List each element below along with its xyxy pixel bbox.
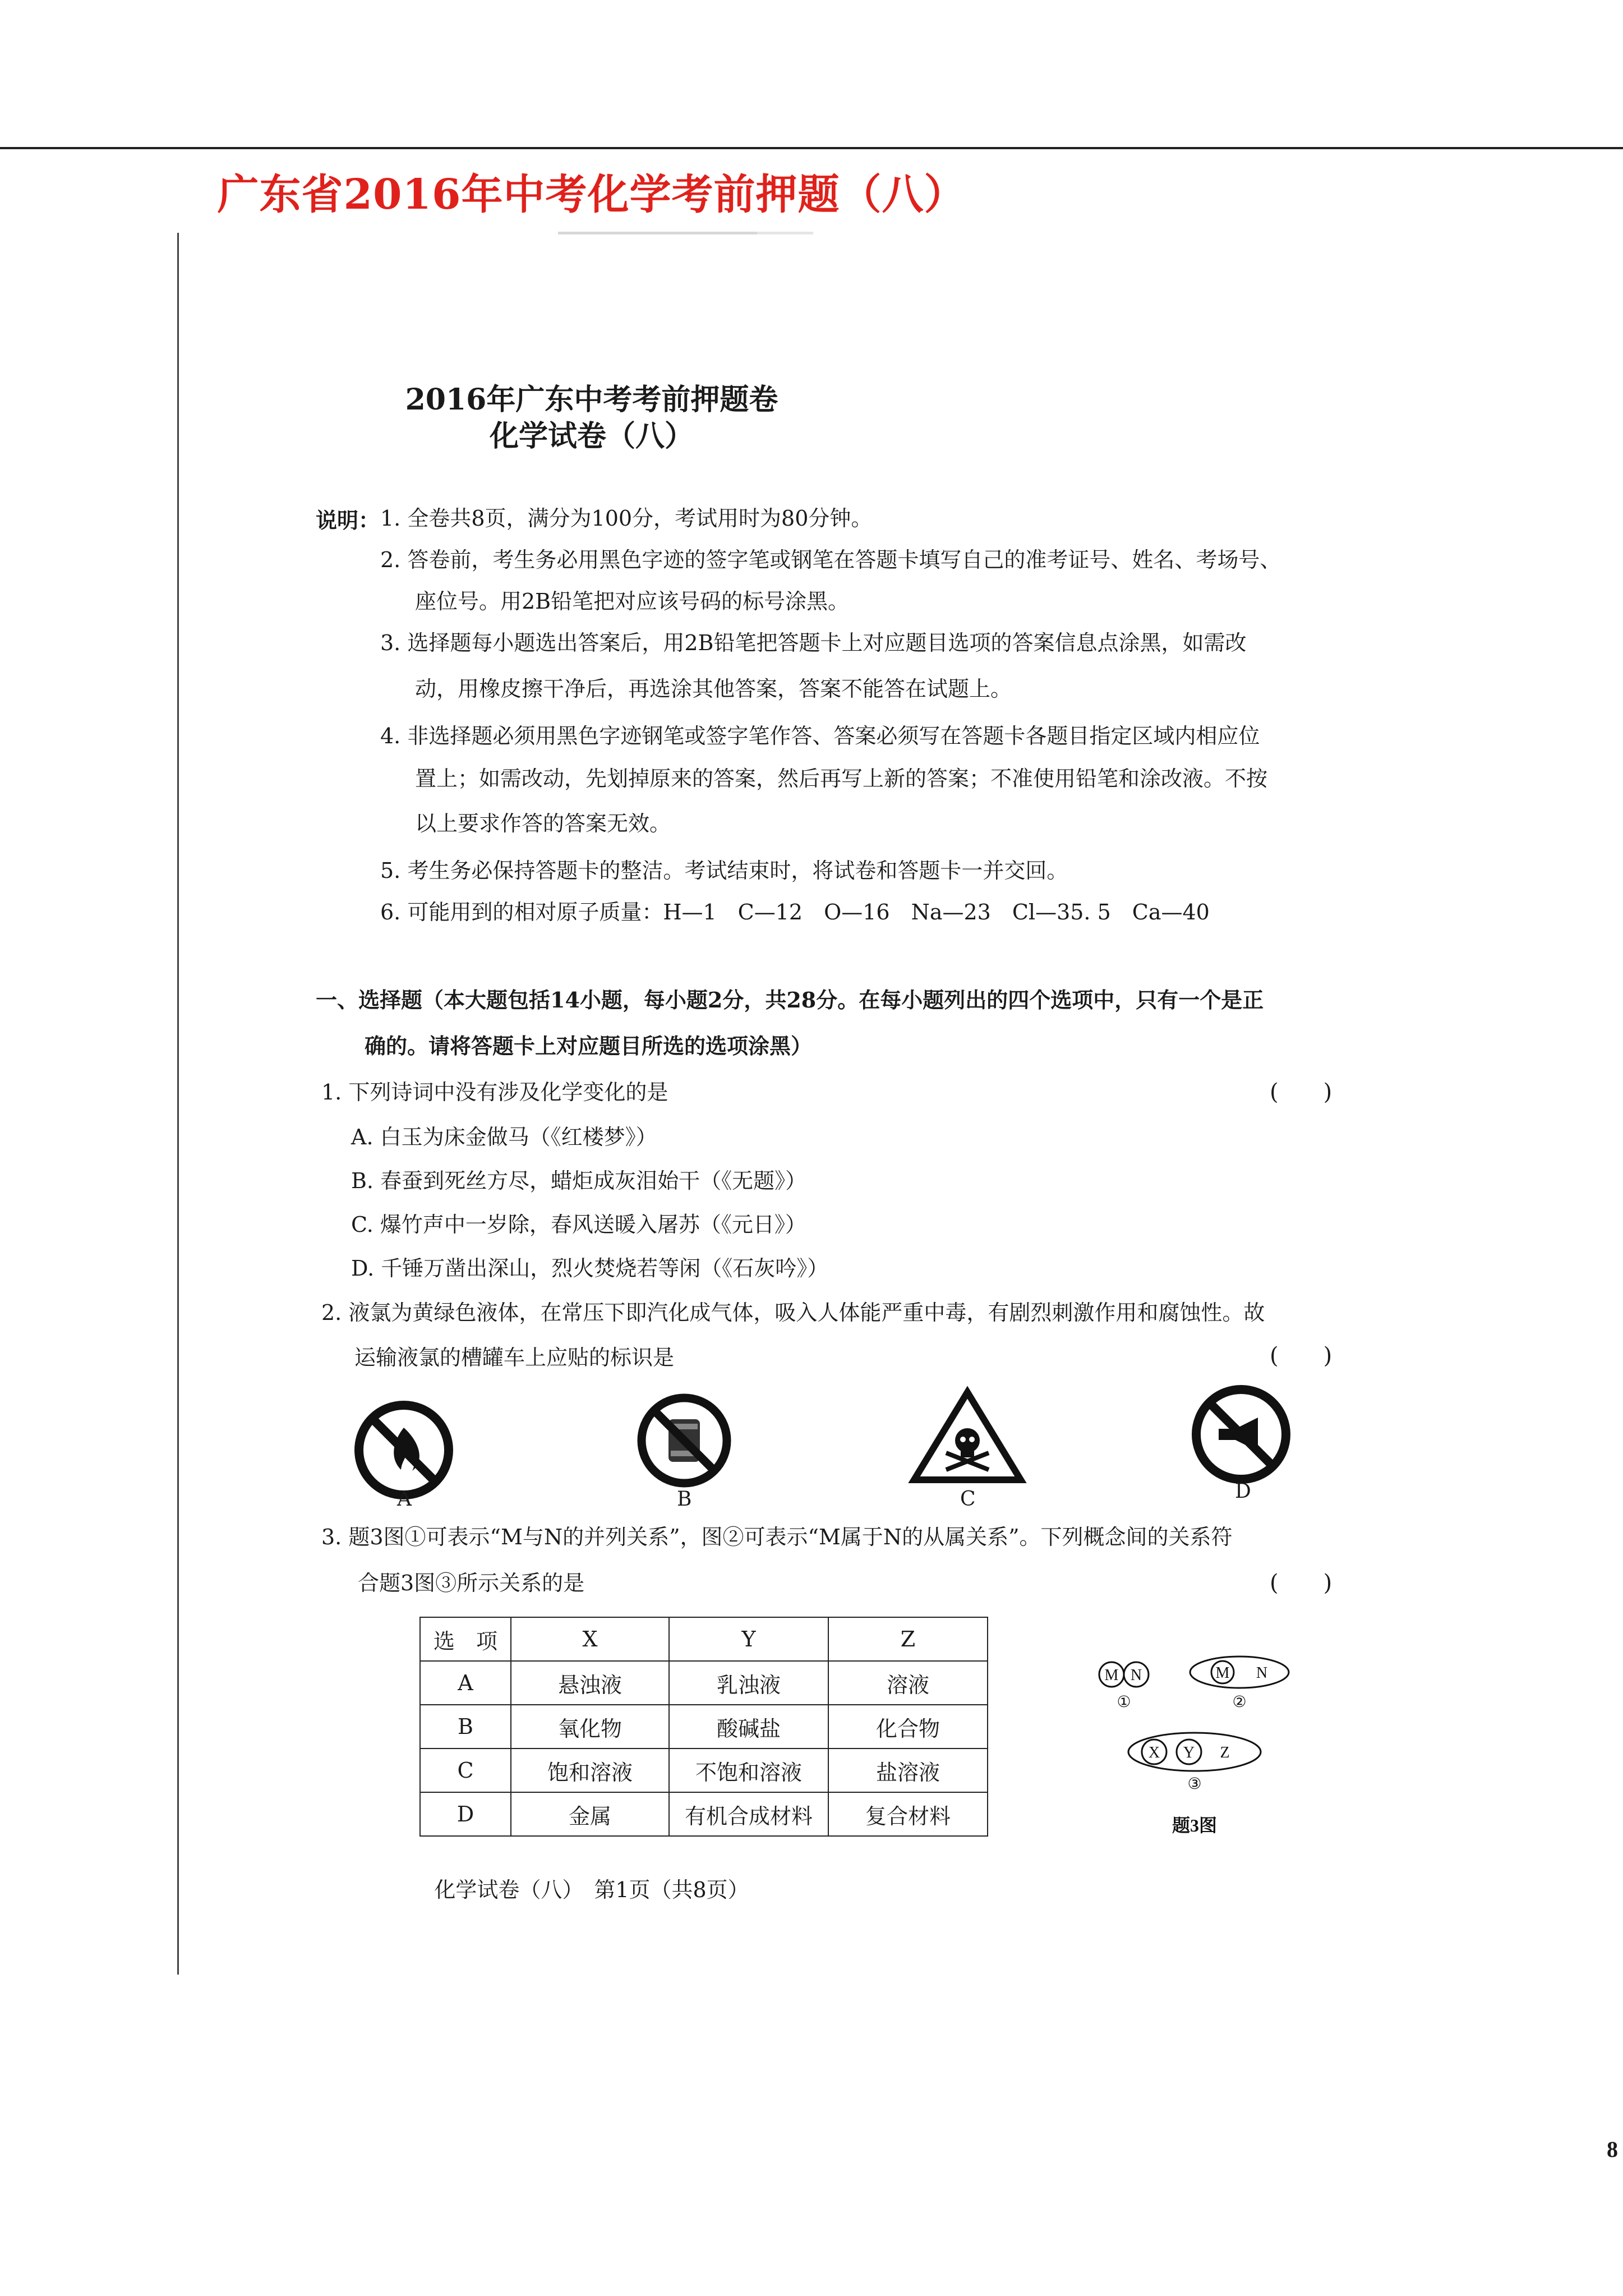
note-line: 1. 全卷共8页，满分为100分，考试用时为80分钟。 <box>380 506 873 531</box>
table-cell: 悬浊液 <box>511 1661 669 1705</box>
diagram-number: ③ <box>1187 1775 1202 1793</box>
diagram-number: ① <box>1117 1694 1131 1711</box>
scan-smudge <box>757 232 813 234</box>
question-option: A. 白玉为床金做马（《红楼梦》） <box>351 1125 657 1149</box>
table-cell: 溶液 <box>828 1661 988 1705</box>
diagram-label-n: N <box>1256 1664 1268 1682</box>
question-stem: 1. 下列诗词中没有涉及化学变化的是 <box>321 1080 668 1105</box>
diagram-label-m: M <box>1215 1664 1230 1682</box>
table-cell: 酸碱盐 <box>669 1705 828 1749</box>
note-line: 6. 可能用到的相对原子质量：H—1 C—12 O—16 Na—23 Cl—35. 5 Ca—40 <box>380 900 1210 924</box>
table-cell: 氧化物 <box>511 1705 669 1749</box>
diagram-label-z: Z <box>1220 1744 1230 1761</box>
prohibition-barrel-sign-icon <box>634 1390 735 1493</box>
sign-label: D <box>1235 1480 1251 1503</box>
table-cell: 不饱和溶液 <box>669 1749 828 1792</box>
diagram-number: ② <box>1232 1694 1247 1711</box>
question-option: D. 千锤万凿出深山，烈火焚烧若等闲（《石灰吟》） <box>351 1256 829 1281</box>
section-heading: 确的。请将答题卡上对应题目所选的选项涂黑） <box>365 1033 813 1059</box>
document-banner: 广东省2016年中考化学考前押题（八） <box>217 171 966 219</box>
sign-label: A <box>397 1488 412 1511</box>
answer-blank: ( ) <box>1270 1079 1332 1105</box>
page-number: 8 <box>1607 2137 1618 2162</box>
top-rule <box>0 147 1623 149</box>
table-cell: B <box>420 1705 511 1749</box>
table-cell: 复合材料 <box>828 1792 988 1836</box>
sign-label: C <box>960 1488 976 1511</box>
table-row <box>420 1792 988 1836</box>
exam-title: 2016年广东中考考前押题卷 <box>405 383 778 417</box>
sign-label: B <box>677 1488 692 1511</box>
table-cell: 化合物 <box>828 1705 988 1749</box>
note-line: 动，用橡皮擦干净后，再选涂其他答案，答案不能答在试题上。 <box>415 677 1012 701</box>
notes-label: 说明： <box>316 508 380 533</box>
page-footer: 化学试卷（八） 第1页（共8页） <box>434 1878 749 1902</box>
table-row <box>420 1661 988 1705</box>
question-stem: 运输液氯的槽罐车上应贴的标识是 <box>354 1345 675 1370</box>
table-header: X <box>511 1617 669 1661</box>
table-header-row <box>420 1617 988 1661</box>
scan-margin-line <box>177 233 179 1975</box>
table-row <box>420 1749 988 1792</box>
section-heading: 一、选择题（本大题包括14小题，每小题2分，共28分。在每小题列出的四个选项中，只有一个是正 <box>316 987 1264 1013</box>
answer-blank: ( ) <box>1270 1570 1332 1596</box>
note-line: 3. 选择题每小题选出答案后，用2B铅笔把答题卡上对应题目选项的答案信息点涂黑，如需改 <box>380 631 1247 655</box>
diagram-label-n: N <box>1130 1667 1142 1684</box>
table-header: Y <box>669 1617 828 1661</box>
diagram-label-m: M <box>1104 1667 1119 1684</box>
table-cell: 乳浊液 <box>669 1661 828 1705</box>
note-line: 2. 答卷前，考生务必用黑色字迹的签字笔或钢笔在答题卡填写自己的准考证号、姓名、考场号、 <box>380 547 1281 572</box>
question-option: C. 爆竹声中一岁除，春风送暖入屠苏（《元日》） <box>351 1212 806 1237</box>
note-line: 置上；如需改动，先划掉原来的答案，然后再写上新的答案；不准使用铅笔和涂改液。不按 <box>415 766 1268 791</box>
question-stem: 2. 液氯为黄绿色液体，在常压下即汽化成气体，吸入人体能严重中毒，有剧烈刺激作用和腐蚀性。故 <box>321 1300 1265 1325</box>
options-table <box>419 1617 988 1837</box>
note-line: 座位号。用2B铅笔把对应该号码的标号涂黑。 <box>415 589 850 614</box>
exam-subtitle: 化学试卷（八） <box>489 419 694 453</box>
table-cell: 饱和溶液 <box>511 1749 669 1792</box>
question-stem: 合题3图③所示关系的是 <box>358 1571 585 1595</box>
diagram-label-x: X <box>1148 1744 1160 1761</box>
answer-blank: ( ) <box>1270 1343 1332 1369</box>
diagram-label-y: Y <box>1183 1744 1195 1761</box>
note-line: 4. 非选择题必须用黑色字迹钢笔或签字笔作答、答案必须写在答题卡各题目指定区域内相应位 <box>380 724 1260 748</box>
table-cell: 金属 <box>511 1792 669 1836</box>
table-header: 选 项 <box>420 1617 511 1661</box>
table-header: Z <box>828 1617 988 1661</box>
no-horn-sign-icon <box>1188 1381 1294 1490</box>
note-line: 5. 考生务必保持答题卡的整洁。考试结束时，将试卷和答题卡一并交回。 <box>380 858 1068 883</box>
relation-diagram <box>1088 1641 1324 1854</box>
table-cell: 盐溶液 <box>828 1749 988 1792</box>
question-stem: 3. 题3图①可表示“M与N的并列关系”，图②可表示“M属于N的从属关系”。下列概念间的关系符 <box>321 1525 1233 1549</box>
question-option: B. 春蚕到死丝方尽，蜡炬成灰泪始干（《无题》） <box>351 1168 807 1193</box>
table-cell: 有机合成材料 <box>669 1792 828 1836</box>
note-line: 以上要求作答的答案无效。 <box>415 811 671 836</box>
table-cell: D <box>420 1792 511 1836</box>
table-cell: C <box>420 1749 511 1792</box>
table-cell: A <box>420 1661 511 1705</box>
scan-smudge <box>558 232 760 234</box>
diagram-caption: 题3图 <box>1172 1815 1218 1835</box>
toxic-skull-sign-icon <box>906 1386 1029 1489</box>
table-row <box>420 1705 988 1749</box>
